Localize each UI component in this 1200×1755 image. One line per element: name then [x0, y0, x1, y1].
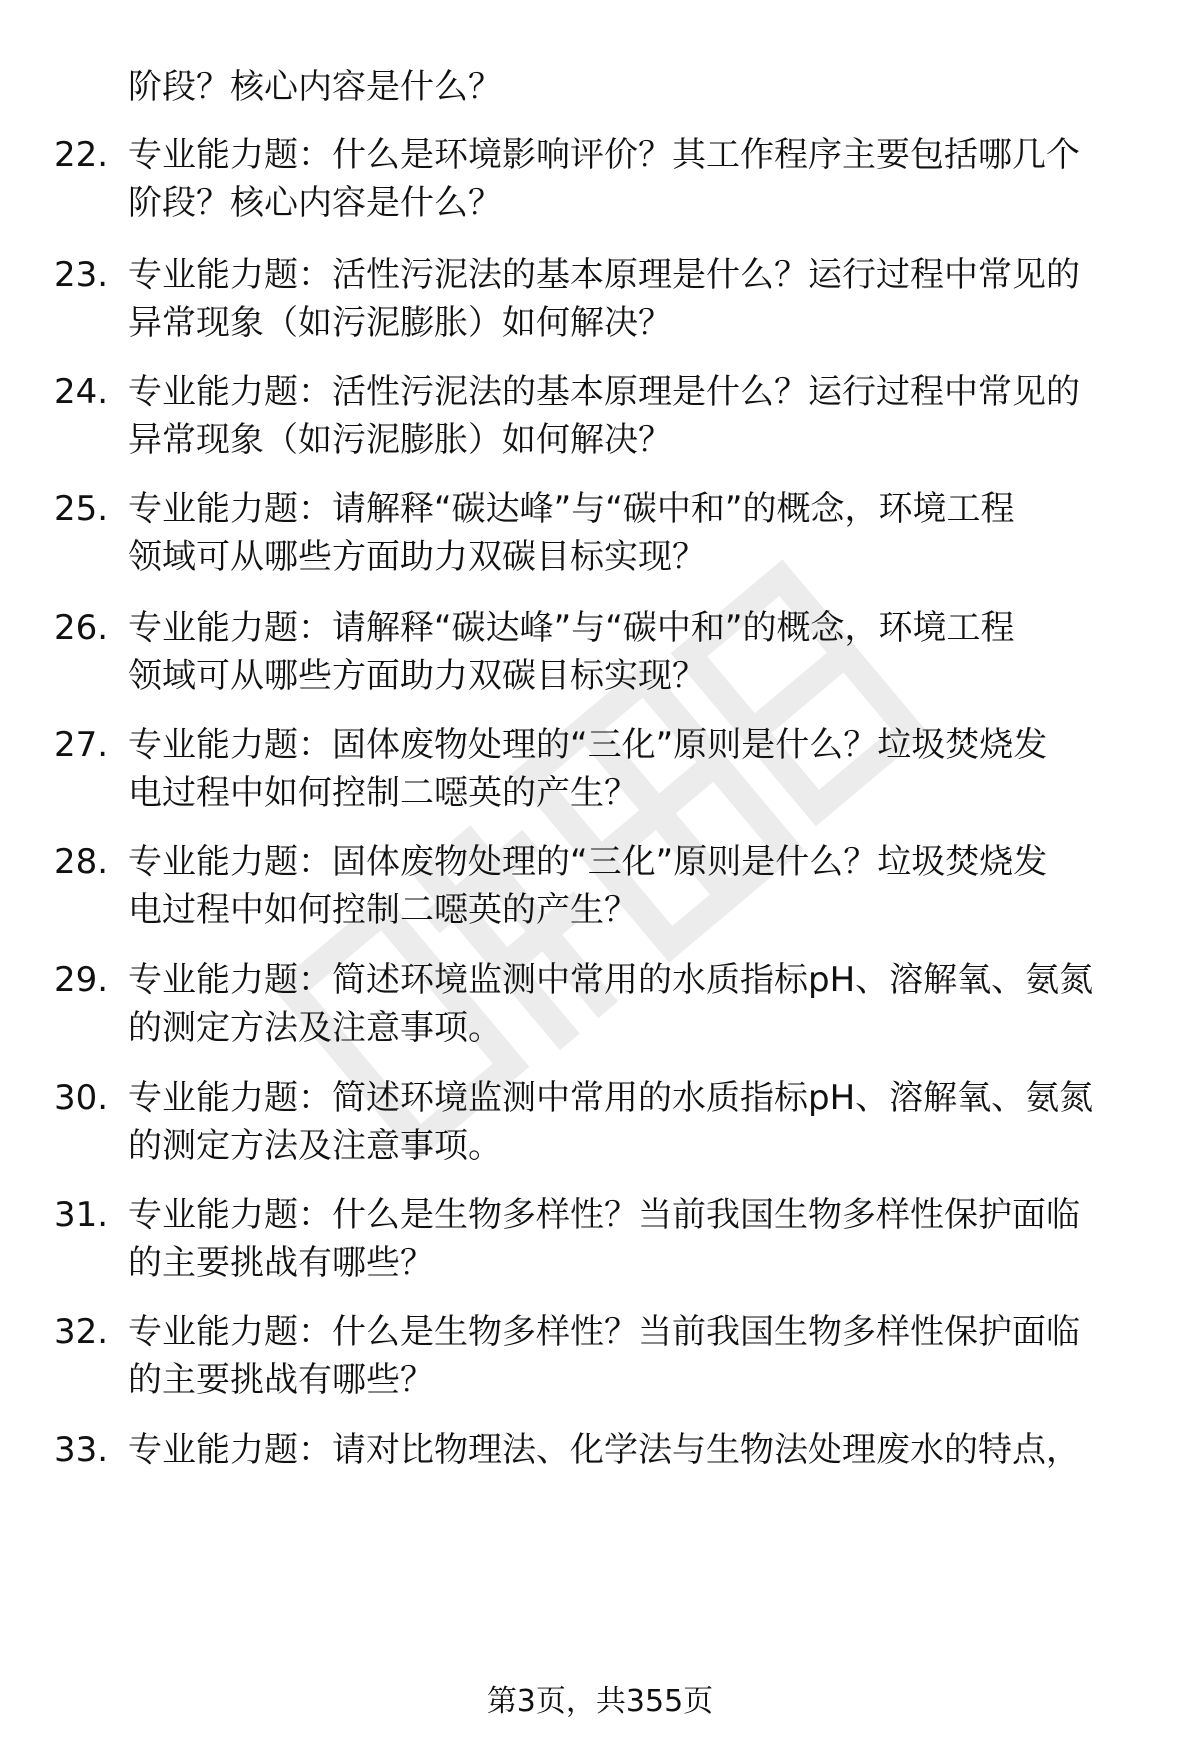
- question-number: 24.: [54, 372, 109, 412]
- question-number: 31.: [54, 1195, 109, 1235]
- question-text-line: 异常现象（如污泥膨胀）如何解决？: [128, 420, 672, 460]
- question-text-line: 专业能力题：简述环境监测中常用的水质指标pH、溶解氧、氨氮: [128, 1078, 1094, 1118]
- question-item: [0, 1190, 1200, 1300]
- question-text-line: 的测定方法及注意事项。: [128, 1126, 502, 1166]
- question-number: 32.: [54, 1312, 109, 1352]
- question-text-line: 的测定方法及注意事项。: [128, 1008, 502, 1048]
- question-text-line: 领域可从哪些方面助力双碳目标实现？: [128, 656, 706, 696]
- question-text-line: 专业能力题：活性污泥法的基本原理是什么？运行过程中常见的: [128, 255, 1080, 295]
- question-text-line: 专业能力题：什么是环境影响评价？其工作程序主要包括哪几个: [128, 135, 1080, 175]
- question-number: 26.: [54, 608, 109, 648]
- question-text-line: 异常现象（如污泥膨胀）如何解决？: [128, 303, 672, 343]
- question-item: [0, 484, 1200, 594]
- question-number: 33.: [54, 1430, 109, 1470]
- question-text-line: 专业能力题：固体废物处理的“三化”原则是什么？垃圾焚烧发: [128, 842, 1048, 882]
- question-number: 27.: [54, 725, 109, 765]
- continued-question-text: 阶段？核心内容是什么？: [128, 67, 502, 107]
- question-item: [0, 367, 1200, 477]
- question-text-line: 的主要挑战有哪些？: [128, 1360, 434, 1400]
- question-item: [0, 720, 1200, 830]
- question-number: 25.: [54, 489, 109, 529]
- question-item: [0, 250, 1200, 360]
- question-text-line: 专业能力题：固体废物处理的“三化”原则是什么？垃圾焚烧发: [128, 725, 1048, 765]
- question-item: [0, 837, 1200, 947]
- question-item: [0, 1425, 1200, 1535]
- question-text-line: 电过程中如何控制二噁英的产生？: [128, 890, 638, 930]
- question-text-line: 的主要挑战有哪些？: [128, 1243, 434, 1283]
- question-item: [0, 603, 1200, 713]
- question-item: [0, 1307, 1200, 1417]
- question-text-line: 专业能力题：请解释“碳达峰”与“碳中和”的概念，环境工程: [128, 608, 1015, 648]
- question-text-line: 专业能力题：什么是生物多样性？当前我国生物多样性保护面临: [128, 1195, 1080, 1235]
- question-number: 30.: [54, 1078, 109, 1118]
- question-item: [0, 955, 1200, 1065]
- question-text-line: 专业能力题：请解释“碳达峰”与“碳中和”的概念，环境工程: [128, 489, 1015, 529]
- question-item: [0, 1073, 1200, 1183]
- question-text-line: 专业能力题：简述环境监测中常用的水质指标pH、溶解氧、氨氮: [128, 960, 1094, 1000]
- question-text-line: 电过程中如何控制二噁英的产生？: [128, 773, 638, 813]
- question-text-line: 专业能力题：活性污泥法的基本原理是什么？运行过程中常见的: [128, 372, 1080, 412]
- question-number: 29.: [54, 960, 109, 1000]
- page-number-footer: 第3页，共355页: [486, 1684, 714, 1719]
- question-text-line: 专业能力题：什么是生物多样性？当前我国生物多样性保护面临: [128, 1312, 1080, 1352]
- question-number: 23.: [54, 255, 109, 295]
- question-item: [0, 130, 1200, 240]
- question-text-line: 专业能力题：请对比物理法、化学法与生物法处理废水的特点，: [128, 1430, 1080, 1470]
- question-number: 28.: [54, 842, 109, 882]
- question-text-line: 领域可从哪些方面助力双碳目标实现？: [128, 537, 706, 577]
- question-text-line: 阶段？核心内容是什么？: [128, 183, 502, 223]
- question-number: 22.: [54, 135, 109, 175]
